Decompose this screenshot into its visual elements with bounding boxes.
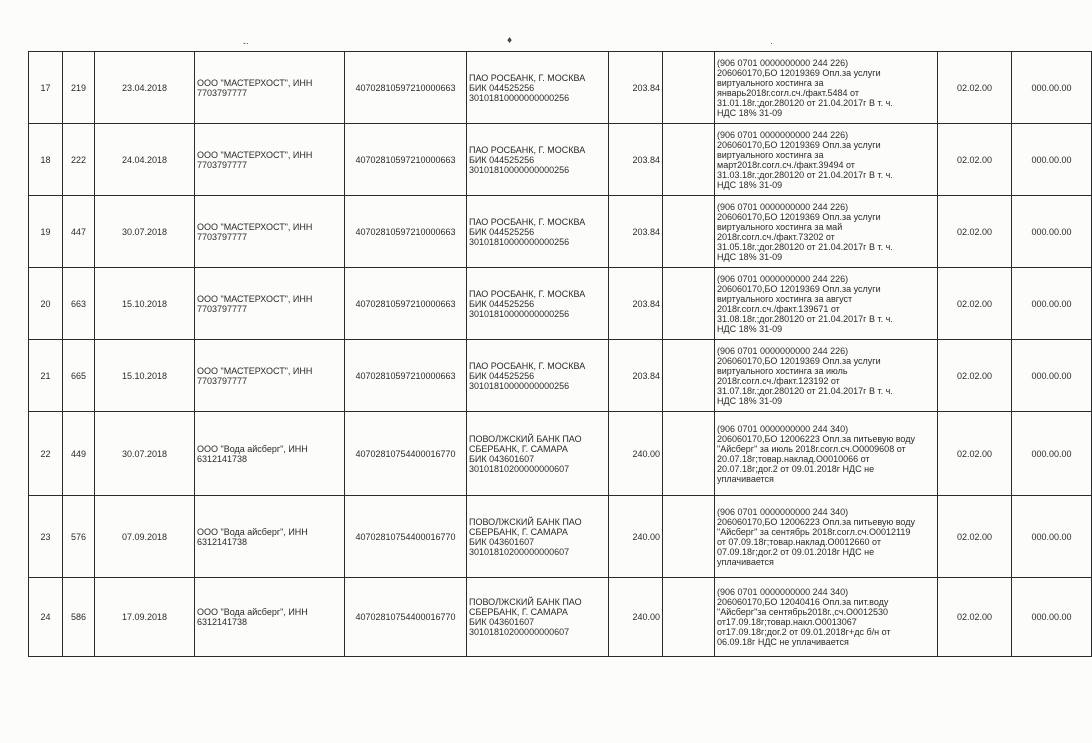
- payee-cell: [195, 268, 345, 340]
- payment-date-cell: [95, 496, 195, 578]
- payment-sum: 240.00: [632, 612, 660, 622]
- blank-cell: [663, 52, 715, 124]
- purpose-line: 2018г.согл.сч./факт.123192 от: [717, 375, 840, 386]
- document-number-cell: [63, 496, 95, 578]
- code-cell: [938, 52, 1012, 124]
- row-number-cell: [29, 124, 63, 196]
- purpose-line: 206060170,БО 12019369 Опл.за услуги: [717, 283, 881, 294]
- document-number-cell: [63, 412, 95, 496]
- payee-line: 7703797777: [197, 303, 248, 314]
- bank-line: 30101810000000000256: [469, 92, 570, 103]
- document-number-cell: [63, 578, 95, 657]
- payments-register-table: [28, 51, 1092, 657]
- table-row: [29, 196, 1092, 268]
- blank-cell: [663, 496, 715, 578]
- bank-line: 30101810200000000607: [469, 627, 570, 637]
- account-number: 40702810754400016770: [355, 448, 456, 459]
- document-number-cell: [63, 124, 95, 196]
- purpose-line: (906 0701 0000000000 244 226): [717, 201, 849, 212]
- amount-cell: [1012, 412, 1092, 496]
- table-row: [29, 52, 1092, 124]
- purpose-line: март2018г.согл.сч./факт.39494 от: [717, 159, 855, 170]
- account-number: 40702810597210000663: [355, 370, 456, 381]
- scan-dot-icon: ·: [770, 38, 773, 48]
- sum-cell: [609, 412, 663, 496]
- payee-line: 6312141738: [197, 453, 248, 464]
- payee-cell: [195, 496, 345, 578]
- bank-cell: [467, 412, 609, 496]
- code-cell: [938, 268, 1012, 340]
- account-cell: [345, 52, 467, 124]
- purpose-line: 20.07.18г;дог.2 от 09.01.2018г НДС не: [717, 463, 875, 474]
- amount-value: 000.00.00: [1031, 154, 1072, 165]
- payment-sum: 203.84: [632, 82, 660, 93]
- row-number-cell: [29, 196, 63, 268]
- budget-code: 02.02.00: [956, 154, 993, 165]
- payee-line: ООО "МАСТЕРХОСТ", ИНН: [197, 221, 313, 232]
- code-cell: [938, 578, 1012, 657]
- amount-cell: [1012, 578, 1092, 657]
- blank-cell: [663, 340, 715, 412]
- purpose-line: уплачивается: [717, 473, 774, 484]
- payee-cell: [195, 196, 345, 268]
- payee-line: ООО "Вода айсберг", ИНН: [197, 443, 308, 454]
- sum-cell: [609, 52, 663, 124]
- bank-line: ПАО РОСБАНК, Г. МОСКВА: [469, 144, 586, 155]
- document-number-cell: [63, 340, 95, 412]
- sum-cell: [609, 340, 663, 412]
- purpose-cell: [715, 52, 938, 124]
- blank-cell: [663, 124, 715, 196]
- document-number: 449: [70, 448, 87, 459]
- amount-value: 000.00.00: [1031, 226, 1072, 237]
- account-cell: [345, 412, 467, 496]
- payment-sum: 203.84: [632, 298, 660, 309]
- payee-line: 7703797777: [197, 375, 248, 386]
- row-number-cell: [29, 52, 63, 124]
- row-number: 20: [40, 298, 51, 309]
- sum-cell: [609, 578, 663, 657]
- row-number: 24: [40, 612, 51, 622]
- purpose-line: 20.07.18г;товар.наклад.О0010066 от: [717, 453, 870, 464]
- account-number: 40702810597210000663: [355, 82, 456, 93]
- bank-line: БИК 043601607: [469, 536, 535, 547]
- purpose-line: 206060170,БО 12019369 Опл.за услуги: [717, 355, 881, 366]
- sum-cell: [609, 124, 663, 196]
- scan-speck-icon: -·: [243, 38, 249, 48]
- purpose-line: (906 0701 0000000000 244 226): [717, 273, 849, 284]
- account-cell: [345, 340, 467, 412]
- code-cell: [938, 340, 1012, 412]
- amount-cell: [1012, 268, 1092, 340]
- purpose-line: от17.09.18г;товар.накл.О0013067: [717, 617, 857, 627]
- purpose-line: 206060170,БО 12006223 Опл.за питьевую воду: [717, 433, 915, 444]
- payee-line: 7703797777: [197, 159, 248, 170]
- purpose-line: (906 0701 0000000000 244 226): [717, 57, 849, 68]
- purpose-line: 06.09.18г НДС не уплачивается: [717, 637, 849, 647]
- payment-date: 15.10.2018: [121, 298, 168, 309]
- purpose-line: (906 0701 0000000000 244 340): [717, 506, 849, 517]
- purpose-line: 31.05.18г.;дог.280120 от 21.04.2017г В т. ч.: [717, 241, 893, 252]
- row-number-cell: [29, 268, 63, 340]
- bank-line: 30101810200000000607: [469, 463, 570, 474]
- purpose-line: (906 0701 0000000000 244 340): [717, 423, 849, 434]
- sum-cell: [609, 196, 663, 268]
- scan-diamond-icon: ♦: [507, 35, 513, 46]
- purpose-line: "Айсберг"за сентябрь2018г.,сч.О0012530: [717, 607, 889, 617]
- purpose-line: "Айсберг" за июль 2018г.согл.сч.О0009608 от: [717, 443, 906, 454]
- purpose-line: январь2018г.согл.сч./факт.5484 от: [717, 87, 859, 98]
- account-number: 40702810597210000663: [355, 226, 456, 237]
- amount-cell: [1012, 496, 1092, 578]
- purpose-line: виртуального хостинга за июль: [717, 365, 848, 376]
- payee-line: ООО "Вода айсберг", ИНН: [197, 526, 308, 537]
- bank-cell: [467, 496, 609, 578]
- payment-date: 24.04.2018: [121, 154, 168, 165]
- document-number: 576: [70, 531, 87, 542]
- purpose-line: виртуального хостинга за: [717, 149, 824, 160]
- purpose-line: НДС 18% 31-09: [717, 395, 783, 406]
- amount-value: 000.00.00: [1031, 82, 1072, 93]
- purpose-cell: [715, 196, 938, 268]
- budget-code: 02.02.00: [956, 82, 993, 93]
- amount-value: 000.00.00: [1031, 448, 1072, 459]
- payment-date-cell: [95, 52, 195, 124]
- purpose-line: 31.03.18г.;дог.280120 от 21.04.2017г В т. ч.: [717, 169, 893, 180]
- purpose-cell: [715, 340, 938, 412]
- purpose-line: НДС 18% 31-09: [717, 251, 783, 262]
- document-number: 663: [70, 298, 87, 309]
- blank-cell: [663, 268, 715, 340]
- blank-cell: [663, 196, 715, 268]
- purpose-line: "Айсберг" за сентябрь 2018г.согл.сч.О0012119: [717, 526, 911, 537]
- purpose-line: НДС 18% 31-09: [717, 107, 783, 118]
- payment-date: 07.09.2018: [121, 531, 168, 542]
- purpose-line: (906 0701 0000000000 244 226): [717, 345, 849, 356]
- bank-line: БИК 044525256: [469, 154, 535, 165]
- payee-line: ООО "МАСТЕРХОСТ", ИНН: [197, 149, 313, 160]
- bank-line: ПАО РОСБАНК, Г. МОСКВА: [469, 72, 586, 83]
- payee-line: 7703797777: [197, 231, 248, 242]
- table-body: [29, 52, 1092, 657]
- amount-cell: [1012, 196, 1092, 268]
- document-number: 447: [70, 226, 87, 237]
- payment-date-cell: [95, 268, 195, 340]
- payment-date: 30.07.2018: [121, 226, 168, 237]
- budget-code: 02.02.00: [956, 531, 993, 542]
- table-row: [29, 578, 1092, 657]
- payee-line: ООО "Вода айсберг", ИНН: [197, 607, 308, 617]
- purpose-line: 2018г.согл.сч./факт.139671 от: [717, 303, 840, 314]
- bank-line: ПАО РОСБАНК, Г. МОСКВА: [469, 360, 586, 371]
- bank-line: 30101810000000000256: [469, 164, 570, 175]
- document-number: 665: [70, 370, 87, 381]
- purpose-line: 206060170,БО 12019369 Опл.за услуги: [717, 139, 881, 150]
- code-cell: [938, 196, 1012, 268]
- payee-line: 7703797777: [197, 87, 248, 98]
- payment-date-cell: [95, 578, 195, 657]
- row-number-cell: [29, 578, 63, 657]
- bank-line: 30101810200000000607: [469, 546, 570, 557]
- bank-line: БИК 044525256: [469, 370, 535, 381]
- amount-cell: [1012, 52, 1092, 124]
- document-number-cell: [63, 196, 95, 268]
- payee-cell: [195, 124, 345, 196]
- amount-value: 000.00.00: [1031, 298, 1072, 309]
- blank-cell: [663, 578, 715, 657]
- budget-code: 02.02.00: [956, 612, 993, 622]
- bank-cell: [467, 340, 609, 412]
- purpose-cell: [715, 124, 938, 196]
- purpose-line: уплачивается: [717, 556, 774, 567]
- purpose-line: (906 0701 0000000000 244 226): [717, 129, 849, 140]
- code-cell: [938, 412, 1012, 496]
- bank-line: СБЕРБАНК, Г. САМАРА: [469, 526, 568, 537]
- bank-line: БИК 043601607: [469, 453, 535, 464]
- purpose-line: 31.08.18г.;дог.280120 от 21.04.2017г В т. ч.: [717, 313, 893, 324]
- purpose-cell: [715, 578, 938, 657]
- bank-line: 30101810000000000256: [469, 380, 570, 391]
- payee-line: 6312141738: [197, 536, 248, 547]
- amount-value: 000.00.00: [1031, 612, 1072, 622]
- amount-cell: [1012, 340, 1092, 412]
- payment-date: 30.07.2018: [121, 448, 168, 459]
- payee-line: ООО "МАСТЕРХОСТ", ИНН: [197, 293, 313, 304]
- purpose-line: виртуального хостинга за май: [717, 221, 843, 232]
- budget-code: 02.02.00: [956, 226, 993, 237]
- bank-line: СБЕРБАНК, Г. САМАРА: [469, 607, 568, 617]
- budget-code: 02.02.00: [956, 298, 993, 309]
- payment-date-cell: [95, 196, 195, 268]
- purpose-line: 206060170,БО 12006223 Опл.за питьевую воду: [717, 516, 915, 527]
- payment-date: 17.09.2018: [121, 612, 168, 622]
- row-number: 22: [40, 448, 51, 459]
- payment-sum: 203.84: [632, 370, 660, 381]
- payee-cell: [195, 52, 345, 124]
- account-cell: [345, 496, 467, 578]
- document-number: 586: [70, 612, 87, 622]
- account-number: 40702810754400016770: [355, 612, 456, 622]
- account-number: 40702810754400016770: [355, 531, 456, 542]
- bank-line: БИК 044525256: [469, 226, 535, 237]
- bank-line: ПОВОЛЖСКИЙ БАНК ПАО: [469, 516, 582, 527]
- document-number-cell: [63, 52, 95, 124]
- payee-cell: [195, 412, 345, 496]
- purpose-line: 206060170,БО 12019369 Опл.за услуги: [717, 67, 881, 78]
- purpose-cell: [715, 268, 938, 340]
- purpose-line: от17.09.18г;дог.2 от 09.01.2018г+дс б/н от: [717, 627, 891, 637]
- bank-line: ПОВОЛЖСКИЙ БАНК ПАО: [469, 433, 582, 444]
- row-number: 19: [40, 226, 51, 237]
- purpose-line: виртуального хостинга за: [717, 77, 824, 88]
- payee-cell: [195, 578, 345, 657]
- row-number: 23: [40, 531, 51, 542]
- purpose-line: 07.09.18г;дог.2 от 09.01.2018г НДС не: [717, 546, 875, 557]
- payment-sum: 240.00: [632, 531, 660, 542]
- sum-cell: [609, 496, 663, 578]
- bank-line: СБЕРБАНК, Г. САМАРА: [469, 443, 568, 454]
- payee-line: ООО "МАСТЕРХОСТ", ИНН: [197, 77, 313, 88]
- purpose-line: 31.07.18г.;дог.280120 от 21.04.2017г В т. ч.: [717, 385, 893, 396]
- payment-date: 15.10.2018: [121, 370, 168, 381]
- payment-sum: 240.00: [632, 448, 660, 459]
- bank-line: 30101810000000000256: [469, 236, 570, 247]
- payee-line: 6312141738: [197, 617, 248, 627]
- bank-cell: [467, 196, 609, 268]
- bank-cell: [467, 52, 609, 124]
- purpose-cell: [715, 412, 938, 496]
- table-row: [29, 124, 1092, 196]
- account-cell: [345, 578, 467, 657]
- row-number: 21: [40, 370, 51, 381]
- row-number-cell: [29, 496, 63, 578]
- amount-value: 000.00.00: [1031, 531, 1072, 542]
- purpose-cell: [715, 496, 938, 578]
- purpose-line: НДС 18% 31-09: [717, 323, 783, 334]
- account-cell: [345, 268, 467, 340]
- bank-cell: [467, 124, 609, 196]
- payee-cell: [195, 340, 345, 412]
- purpose-line: от 07.09.18г;товар.наклад.О0012660 от: [717, 536, 881, 547]
- bank-line: ПОВОЛЖСКИЙ БАНК ПАО: [469, 597, 582, 607]
- document-number: 219: [70, 82, 87, 93]
- table-row: [29, 496, 1092, 578]
- amount-value: 000.00.00: [1031, 370, 1072, 381]
- bank-cell: [467, 268, 609, 340]
- document-number: 222: [70, 154, 87, 165]
- payment-date-cell: [95, 412, 195, 496]
- account-number: 40702810597210000663: [355, 298, 456, 309]
- code-cell: [938, 124, 1012, 196]
- bank-line: ПАО РОСБАНК, Г. МОСКВА: [469, 216, 586, 227]
- blank-cell: [663, 412, 715, 496]
- row-number-cell: [29, 412, 63, 496]
- account-cell: [345, 196, 467, 268]
- purpose-line: виртуального хостинга за август: [717, 293, 853, 304]
- payment-date-cell: [95, 340, 195, 412]
- budget-code: 02.02.00: [956, 370, 993, 381]
- account-cell: [345, 124, 467, 196]
- bank-line: БИК 044525256: [469, 298, 535, 309]
- code-cell: [938, 496, 1012, 578]
- purpose-line: (906 0701 0000000000 244 340): [717, 587, 849, 597]
- purpose-line: НДС 18% 31-09: [717, 179, 783, 190]
- bank-line: БИК 043601607: [469, 617, 535, 627]
- sum-cell: [609, 268, 663, 340]
- document-number-cell: [63, 268, 95, 340]
- budget-code: 02.02.00: [956, 448, 993, 459]
- amount-cell: [1012, 124, 1092, 196]
- row-number: 17: [40, 82, 51, 93]
- purpose-line: 206060170,БО 12019369 Опл.за услуги: [717, 211, 881, 222]
- purpose-line: 31.01.18г.;дог.280120 от 21.04.2017г В т. ч.: [717, 97, 893, 108]
- row-number-cell: [29, 340, 63, 412]
- payment-date-cell: [95, 124, 195, 196]
- bank-cell: [467, 578, 609, 657]
- bank-line: БИК 044525256: [469, 82, 535, 93]
- payment-sum: 203.84: [632, 226, 660, 237]
- bank-line: ПАО РОСБАНК, Г. МОСКВА: [469, 288, 586, 299]
- purpose-line: 2018г.согл.сч./факт.73202 от: [717, 231, 835, 242]
- purpose-line: 206060170,БО 12040416 Опл.за пит.воду: [717, 597, 889, 607]
- payment-sum: 203.84: [632, 154, 660, 165]
- table-row: [29, 412, 1092, 496]
- bank-line: 30101810000000000256: [469, 308, 570, 319]
- table-row: [29, 340, 1092, 412]
- payee-line: ООО "МАСТЕРХОСТ", ИНН: [197, 365, 313, 376]
- payment-date: 23.04.2018: [121, 82, 168, 93]
- table-row: [29, 268, 1092, 340]
- row-number: 18: [40, 154, 51, 165]
- account-number: 40702810597210000663: [355, 154, 456, 165]
